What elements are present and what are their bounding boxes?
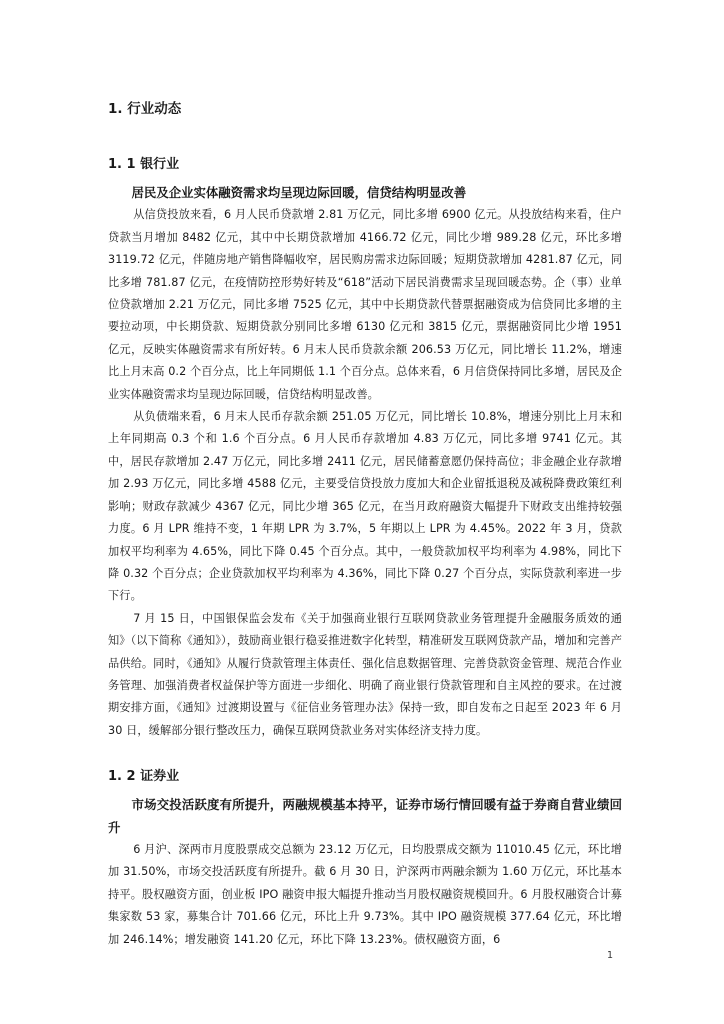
page-content bbox=[108, 100, 622, 951]
banking-paragraph-2: 从负债端来看，6 月末人民币存款余额 251.05 万亿元，同比增长 10.8%，增速分别比上月末和上年同期高 0.3 个和 1.6 个百分点。6 月人民币存款增加 4.83 万亿元，同比多增 9741 亿元。其中，居民存款增加 2.47 万亿元，同比多增 2411 亿元，居民储蓄意愿仍保持高位；非金融企业存款增加 2.93 万亿元，同比多增 4588 亿元，主要受信贷投放力度加大和企业留抵退税及减税降费政策红利影响；财政存款减少 4367 亿元，同比少增 365 亿元，在当月政府融资大幅提升下财政支出维持较强力度。6 月 LPR 维持不变，1 年期 LPR 为 3.7%，5 年期以上 LPR 为 4.45%。2022 年 3 月，贷款加权平均利率为 4.65%，同比下降 0.45 个百分点。其中，一般贷款加权平均利率为 4.98%，同比下降 0.32 个百分点；企业贷款加权平均利率为 4.36%，同比下降 0.27 个百分点，实际贷款利率进一步下行。 bbox=[108, 410, 622, 603]
securities-heading: 1. 2 证券业 bbox=[108, 769, 180, 785]
securities-lead: 市场交投活跃度有所提升，两融规模基本持平，证券市场行情回暖有益于券商自营业绩回升 bbox=[108, 797, 622, 835]
section-title: 1. 行业动态 bbox=[108, 101, 182, 117]
banking-paragraph-3: 7 月 15 日，中国银保监会发布《关于加强商业银行互联网贷款业务管理提升金融服务质效的通知》（以下简称《通知》），鼓励商业银行稳妥推进数字化转型，精准研发互联网贷款产品，增加和完善产品供给。同时，《通知》从履行贷款管理主体责任、强化信息数据管理、完善贷款资金管理、规范合作业务管理、加强消费者权益保护等方面进一步细化、明确了商业银行贷款管理和自主风控的要求。在过渡期安排方面，《通知》过渡期设置与《征信业务管理办法》保持一致，即自发布之日起至 2023 年 6 月 30 日，缓解部分银行整改压力，确保互联网贷款业务对实体经济支持力度。 bbox=[108, 611, 622, 737]
page-number: 1 bbox=[607, 950, 614, 961]
banking-heading: 1. 1 银行业 bbox=[108, 157, 180, 172]
securities-paragraph-1: 6 月沪、深两市月度股票成交总额为 23.12 万亿元，日均股票成交额为 11010.45 亿元，环比增加 31.50%，市场交投活跃度有所提升。截 6 月 30 日，沪深两市两融余额为 1.60 万亿元，环比基本持平。股权融资方面，创业板 IPO 融资申报大幅提升推动当月股权融资规模回升。6 月股权融资合计募集家数 53 家，募集合计 701.66 亿元，环比上升 9.73%。其中 IPO 融资规模 377.64 亿元，环比增加 246.14%；增发融资 141.20 亿元，环比下降 13.23%。债权融资方面，6 bbox=[108, 842, 622, 946]
section-spacer bbox=[108, 742, 622, 768]
banking-paragraph-1: 从信贷投放来看，6 月人民币贷款增 2.81 万亿元，同比多增 6900 亿元。从投放结构来看，住户贷款当月增加 8482 亿元，其中中长期贷款增加 4166.72 亿元，同比少增 989.28 亿元，环比多增 3119.72 亿元，伴随房地产销售降幅收窄，居民购房需求边际回暖；短期贷款增加 4281.87 亿元，同比多增 781.87 亿元，在疫情防控形势好转及“618”活动下居民消费需求呈现回暖态势。企（事）业单位贷款增加 2.21 万亿元，同比多增 7525 亿元，其中中长期贷款代替票据融资成为信贷同比多增的主要拉动项，中长期贷款、短期贷款分别同比多增 6130 亿元和 3815 亿元，票据融资同比少增 1951 亿元，反映实体融资需求有所好转。6 月末人民币贷款余额 206.53 万亿元，同比增长 11.2%，增速比上月末高 0.2 个百分点，比上年同期低 1.1 个百分点。总体来看，6 月信贷保持同比多增，居民及企业实体融资需求均呈现边际回暖，信贷结构明显改善。 bbox=[108, 208, 622, 401]
banking-lead: 居民及企业实体融资需求均呈现边际回暖，信贷结构明显改善 bbox=[131, 185, 467, 200]
